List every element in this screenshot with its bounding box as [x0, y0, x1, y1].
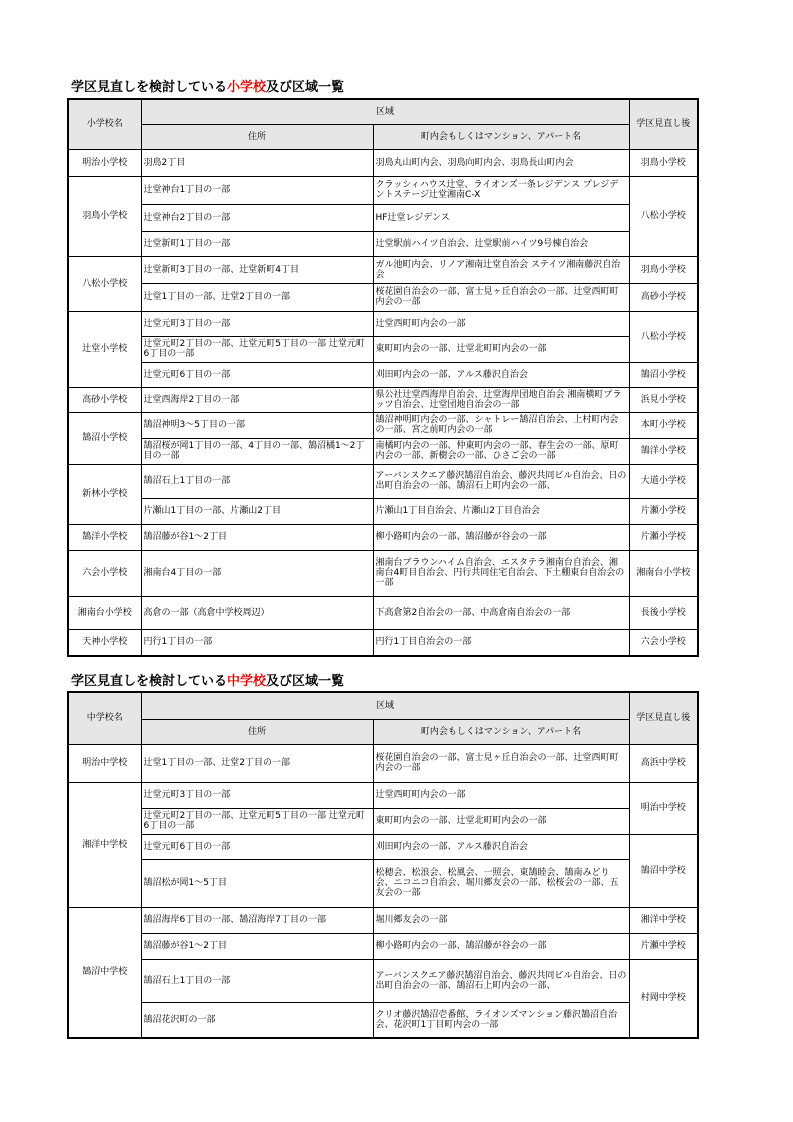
table-row [68, 149, 698, 176]
association: 柳小路町内会の一部、鵠沼藤が谷会の一部 [373, 933, 629, 959]
new-school: 鵠洋小学校 [629, 438, 698, 464]
association: 刈田町内会の一部、アルス藤沢自治会 [373, 834, 629, 859]
elementary-school-table [67, 98, 699, 657]
address: 羽鳥2丁目 [141, 149, 373, 176]
address: 辻堂元町2丁目の一部、辻堂元町5丁目の一部 辻堂元町6丁目の一部 [141, 336, 373, 362]
new-school: 鵠沼小学校 [629, 362, 698, 387]
header-association: 町内会もしくはマンション、アパート名 [373, 124, 629, 149]
table-row [68, 933, 698, 959]
header-address: 住所 [141, 719, 373, 744]
new-school: 片瀬中学校 [629, 933, 698, 959]
address: 辻堂1丁目の一部、辻堂2丁目の一部 [141, 744, 373, 782]
table-row [68, 859, 698, 907]
new-school: 八松小学校 [629, 311, 698, 362]
title-highlight: 小学校 [227, 80, 267, 95]
new-school: 羽鳥小学校 [629, 256, 698, 283]
table-row [68, 412, 698, 438]
title-suffix: 及び区域一覧 [266, 674, 345, 689]
address: 鵠沼花沢町の一部 [141, 1002, 373, 1038]
school-name: 高砂小学校 [68, 387, 141, 412]
school-name: 湘洋中学校 [68, 782, 141, 907]
table-row [68, 596, 698, 629]
table-row [68, 498, 698, 524]
school-name: 湘南台小学校 [68, 596, 141, 629]
table-row [68, 311, 698, 336]
association: 円行1丁目自治会の一部 [373, 629, 629, 656]
new-school: 浜見小学校 [629, 387, 698, 412]
table-row [68, 336, 698, 362]
address: 辻堂神台1丁目の一部 [141, 176, 373, 204]
association: 県公社辻堂西海岸自治会、辻堂海岸団地自治会 湘南横町プラッツ自治会、辻堂団地自治会の一部 [373, 387, 629, 412]
new-school: 長後小学校 [629, 596, 698, 629]
table-row [68, 629, 698, 656]
new-school: 鵠沼中学校 [629, 834, 698, 907]
association: HF辻堂レジデンス [373, 204, 629, 231]
association: 辻堂駅前ハイツ自治会、辻堂駅前ハイツ9号棟自治会 [373, 231, 629, 256]
address: 鵠沼松が岡1～5丁目 [141, 859, 373, 907]
association: 片瀬山1丁目自治会、片瀬山2丁目自治会 [373, 498, 629, 524]
table-row [68, 387, 698, 412]
new-school: 明治中学校 [629, 782, 698, 834]
address: 辻堂新町3丁目の一部、辻堂新町4丁目 [141, 256, 373, 283]
address: 辻堂1丁目の一部、辻堂2丁目の一部 [141, 283, 373, 311]
new-school: 片瀬小学校 [629, 498, 698, 524]
address: 辻堂西海岸2丁目の一部 [141, 387, 373, 412]
elementary-table-title [71, 76, 344, 95]
new-school: 大道小学校 [629, 464, 698, 498]
association: 東町町内会の一部、辻堂北町町内会の一部 [373, 336, 629, 362]
table-row [68, 744, 698, 782]
school-name: 天神小学校 [68, 629, 141, 656]
association: 鵠沼神明町内会の一部、シャトレー鵠沼自治会、上村町内会の一部、宮之前町内会の一部 [373, 412, 629, 438]
table-row [68, 1002, 698, 1038]
header-after: 学区見直し後 [629, 692, 698, 744]
new-school: 羽鳥小学校 [629, 149, 698, 176]
school-name: 鵠洋小学校 [68, 524, 141, 550]
school-name: 羽鳥小学校 [68, 176, 141, 256]
header-after: 学区見直し後 [629, 99, 698, 149]
school-name: 明治小学校 [68, 149, 141, 176]
association: 辻堂西町町内会の一部 [373, 782, 629, 808]
title-prefix: 学区見直しを検討している [71, 80, 228, 95]
table-row [68, 204, 698, 231]
address: 鵠沼藤が谷1～2丁目 [141, 933, 373, 959]
association: 桜花園自治会の一部、富士見ヶ丘自治会の一部、辻堂西町町内会の一部 [373, 283, 629, 311]
table-row [68, 438, 698, 464]
table-row [68, 524, 698, 550]
address: 鵠沼石上1丁目の一部 [141, 959, 373, 1002]
address: 辻堂新町1丁目の一部 [141, 231, 373, 256]
association: 桜花園自治会の一部、富士見ヶ丘自治会の一部、辻堂西町町内会の一部 [373, 744, 629, 782]
new-school: 村岡中学校 [629, 959, 698, 1038]
header-school: 小学校名 [68, 99, 141, 149]
school-name: 新林小学校 [68, 464, 141, 524]
header-school: 中学校名 [68, 692, 141, 744]
header-area: 区域 [141, 692, 629, 719]
address: 辻堂元町3丁目の一部 [141, 782, 373, 808]
header-association: 町内会もしくはマンション、アパート名 [373, 719, 629, 744]
school-name: 八松小学校 [68, 256, 141, 311]
association: クリオ藤沢鵠沼壱番館、ライオンズマンション藤沢鵠沼自治会、花沢町1丁目町内会の一部 [373, 1002, 629, 1038]
table-row [68, 231, 698, 256]
title-highlight: 中学校 [227, 674, 267, 689]
association: ガル池町内会、リノア湘南辻堂自治会 ステイツ湘南藤沢自治会 [373, 256, 629, 283]
school-name: 鵠沼中学校 [68, 907, 141, 1038]
junior-high-school-table [67, 691, 699, 1039]
table-row [68, 808, 698, 834]
new-school: 片瀬小学校 [629, 524, 698, 550]
address: 辻堂神台2丁目の一部 [141, 204, 373, 231]
new-school: 本町小学校 [629, 412, 698, 438]
address: 辻堂元町2丁目の一部、辻堂元町5丁目の一部 辻堂元町6丁目の一部 [141, 808, 373, 834]
new-school: 湘南台小学校 [629, 550, 698, 596]
new-school: 高浜中学校 [629, 744, 698, 782]
header-area: 区域 [141, 99, 629, 124]
address: 鵠沼神明3～5丁目の一部 [141, 412, 373, 438]
table-row [68, 256, 698, 283]
junior-table-title [71, 670, 344, 689]
association: 南橘町内会の一部、仲東町内会の一部、春生会の一部、原町内会の一部、新樹会の一部、ひさご会の一部 [373, 438, 629, 464]
address: 鵠沼桜が岡1丁目の一部、4丁目の一部、鵠沼橘1～2丁目の一部 [141, 438, 373, 464]
school-name: 鵠沼小学校 [68, 412, 141, 464]
association: 松穂会、松浪会、松風会、一照会、東鵠睦会、鵠南みどり会、ニコニコ自治会、堀川郷友会の一部、松桜会の一部、五友会の一部 [373, 859, 629, 907]
association: 堀川郷友会の一部 [373, 907, 629, 933]
address: 円行1丁目の一部 [141, 629, 373, 656]
association: クラッシィハウス辻堂、ライオンズ一条レジデンス プレジデントステージ辻堂湘南C-X [373, 176, 629, 204]
address: 湘南台4丁目の一部 [141, 550, 373, 596]
new-school: 高砂小学校 [629, 283, 698, 311]
association: 羽鳥丸山町内会、羽鳥向町内会、羽鳥長山町内会 [373, 149, 629, 176]
school-name: 六会小学校 [68, 550, 141, 596]
association: 東町町内会の一部、辻堂北町町内会の一部 [373, 808, 629, 834]
association: 辻堂西町町内会の一部 [373, 311, 629, 336]
table-row [68, 464, 698, 498]
address: 高倉の一部（高倉中学校周辺） [141, 596, 373, 629]
table-row [68, 550, 698, 596]
address: 辻堂元町6丁目の一部 [141, 362, 373, 387]
association: 下高倉第2自治会の一部、中高倉南自治会の一部 [373, 596, 629, 629]
association: 柳小路町内会の一部、鵠沼藤が谷会の一部 [373, 524, 629, 550]
address: 鵠沼石上1丁目の一部 [141, 464, 373, 498]
school-name: 辻堂小学校 [68, 311, 141, 387]
association: 刈田町内会の一部、アルス藤沢自治会 [373, 362, 629, 387]
header-address: 住所 [141, 124, 373, 149]
association: アーバンスクエア藤沢鵠沼自治会、藤沢共同ビル自治会、日の出町自治会の一部、鵠沼石上町内会の一部、 [373, 464, 629, 498]
association: アーバンスクエア藤沢鵠沼自治会、藤沢共同ビル自治会、日の出町自治会の一部、鵠沼石上町内会の一部、 [373, 959, 629, 1002]
address: 片瀬山1丁目の一部、片瀬山2丁目 [141, 498, 373, 524]
table-row [68, 362, 698, 387]
table-row [68, 834, 698, 859]
table-row [68, 959, 698, 1002]
new-school: 湘洋中学校 [629, 907, 698, 933]
table-row [68, 176, 698, 204]
school-name: 明治中学校 [68, 744, 141, 782]
address: 鵠沼藤が谷1～2丁目 [141, 524, 373, 550]
table-row [68, 782, 698, 808]
title-suffix: 及び区域一覧 [266, 80, 345, 95]
table-row [68, 283, 698, 311]
address: 辻堂元町3丁目の一部 [141, 311, 373, 336]
new-school: 六会小学校 [629, 629, 698, 656]
title-prefix: 学区見直しを検討している [71, 674, 228, 689]
association: 湘南台ブラウンハイム自治会、エスタテラ湘南台自治会、湘南台4町目自治会、円行共同住宅自治会、下土棚東台自治会の一部 [373, 550, 629, 596]
address: 辻堂元町6丁目の一部 [141, 834, 373, 859]
table-row [68, 907, 698, 933]
new-school: 八松小学校 [629, 176, 698, 256]
address: 鵠沼海岸6丁目の一部、鵠沼海岸7丁目の一部 [141, 907, 373, 933]
